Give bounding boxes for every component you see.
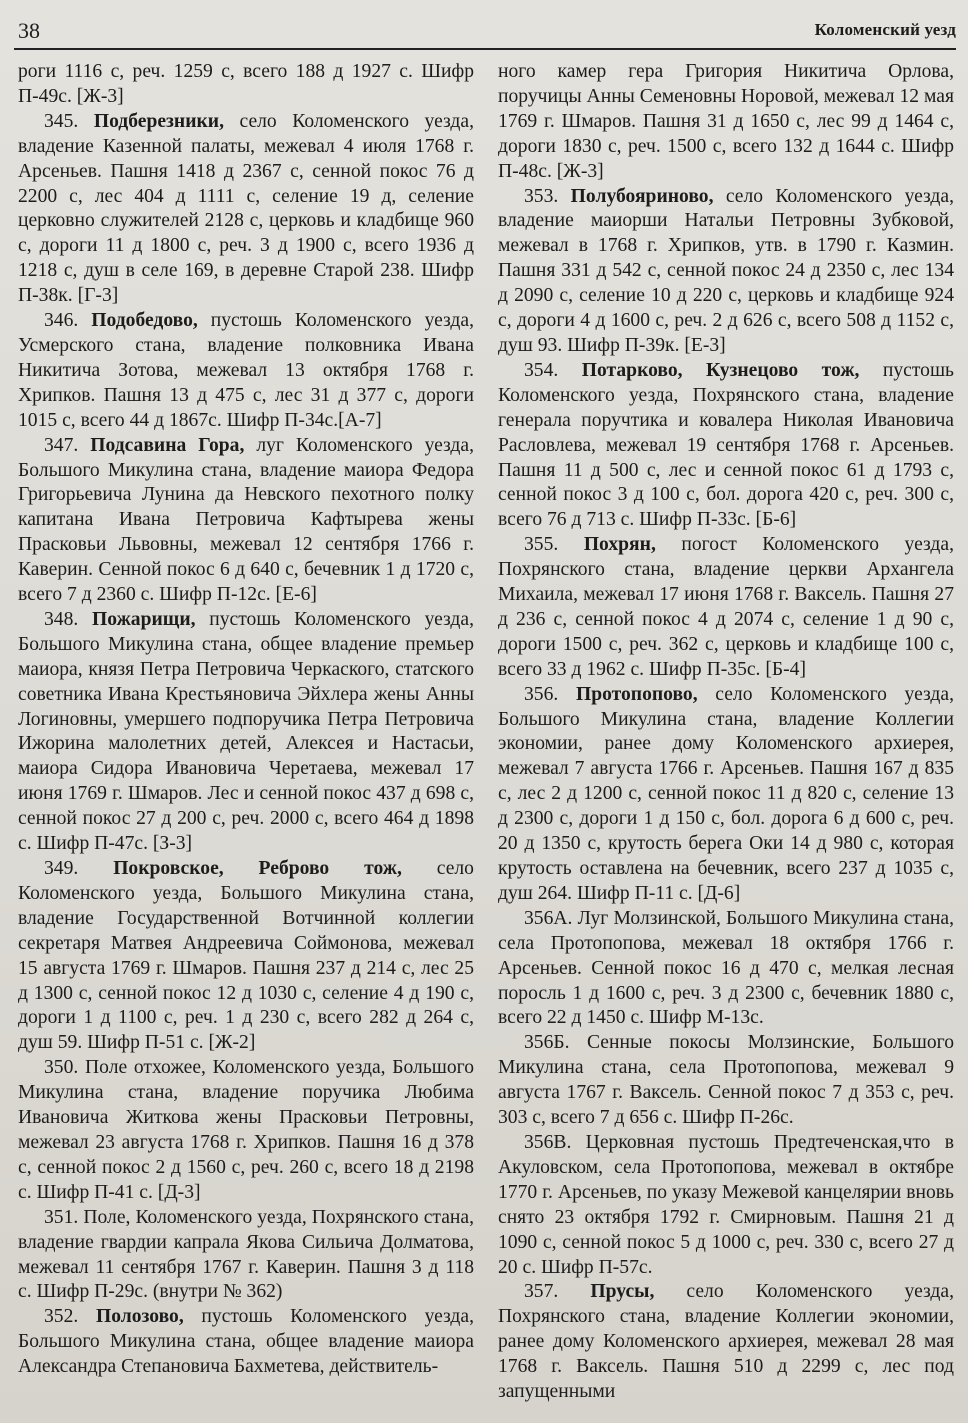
entry-paragraph	[498, 683, 954, 907]
entry-paragraph	[18, 110, 474, 309]
entry-place-name: Полозово,	[95, 1306, 184, 1328]
entry-paragraph	[18, 1305, 474, 1380]
entry-text: луг Коломенского уезда, Большого Микулина стана, владение маиора Федора Григорьевича Лунина да Невского пехотного полку капитана Ивана Петровича Кафтырева жены Прасковьи Львовны, межевал 12 сентября 1766 г. Каверин. Сенной покос 6 д 640 с, бечевник 1 д 1720 с, всего 7 д 2360 с. Шифр П-12с. [Е-6]	[18, 434, 474, 606]
entry-text: пустошь Коломенского уезда, Большого Микулина стана, общее владение премьер маиора, князя Петра Петровича Черкаского, статского советника Ивана Крестьяновича Эйхлера жены Анны Логиновны, умершего подпоручика Петра Петровича Ижорина малолетних детей, Алексея и Настасьи, маиора Сидора Ивановича Черетаева, межевал 17 июня 1769 г. Шмаров. Лес и сенной покос 437 д 698 с, сенной покос 27 д 200 с, реч. 2000 с, всего 464 д 1898 с. Шифр П-47с. [З-3]	[18, 608, 475, 855]
entry-paragraph	[18, 857, 474, 1056]
left-column	[18, 60, 474, 1380]
entry-place-name: Подсавина Гора,	[90, 434, 245, 456]
entry-text: погост Коломенского уезда, Похрянского стана, владение церкви Архангела Михаила, межевал 17 июня 1768 г. Ваксель. Пашня 27 д 236 с, сенной покос 4 д 2074 с, селение 1 д 90 с, дороги 1500 с, реч. 362 с, церковь и кладбище 100 с, всего 33 д 1962 с. Шифр П-35с. [Б-4]	[498, 534, 954, 680]
entry-text: пустошь Коломенского уезда, Усмерского стана, владение полковника Ивана Никитича Зотова, межевал 13 октября 1768 г. Хрипков. Пашня 13 д 475 с, лес 31 д 377 с, дороги 1015 с, всего 44 д 1867с. Шифр П-34с.[А-7]	[18, 310, 474, 431]
entry-paragraph	[498, 1031, 954, 1131]
entry-number: 356А.	[524, 907, 573, 929]
running-title: Коломенский уезд	[814, 20, 956, 39]
entry-paragraph	[498, 185, 954, 359]
entry-number: 354.	[524, 359, 559, 381]
entry-text: село Коломенского уезда, владение маиорши Натальи Петровны Зубковой, межевал в 1768 г. Хрипков, утв. в 1790 г. Казмин. Пашня 331 д 542 с, сенной покос 24 д 2350 с, лес 134 д 2090 с, селение 10 д 220 с, церковь и кладбище 924 с, дороги 4 д 1600 с, реч. 2 д 626 с, всего 508 д 1152 с, душ 93. Шифр П-39к. [Е-3]	[498, 185, 954, 356]
entry-number: 356.	[524, 683, 559, 705]
entry-number: 349.	[44, 858, 79, 879]
entry-paragraph	[498, 1131, 954, 1280]
entry-place-name: Потарково, Кузнецово тож,	[581, 359, 860, 381]
entry-place-name: Полубояриново,	[570, 185, 714, 207]
entry-paragraph	[18, 60, 474, 110]
entry-paragraph	[18, 1206, 474, 1306]
entry-number: 356Б.	[524, 1032, 570, 1054]
page-header	[14, 14, 956, 50]
entry-paragraph	[18, 608, 474, 857]
entry-text: Поле отхожее, Коломенского уезда, Большого Микулина стана, владение поручика Любима Ивановича Житкова жены Прасковьи Петровны, межевал 23 августа 1768 г. Хрипков. Пашня 16 д 378 с, сенной покос 2 д 1560 с, реч. 260 с, всего 18 д 2198 с. Шифр П-41 с. [Д-3]	[18, 1057, 474, 1203]
entry-number: 357.	[524, 1281, 559, 1303]
right-column	[498, 60, 954, 1405]
entry-paragraph	[498, 1280, 954, 1405]
entry-number: 355.	[524, 534, 559, 556]
entry-number: 345.	[44, 110, 79, 132]
entry-place-name: Покровское, Реброво тож,	[113, 858, 402, 879]
entry-text: село Коломенского уезда, Большого Микулина стана, владение Государственной Вотчинной коллегии секретаря Матвея Андреевича Соймонова, межевал 15 августа 1769 г. Шмаров. Пашня 237 д 214 с, лес 25 д 1300 с, сенной покос 12 д 1030 с, селение 4 д 190 с, дороги 1 д 1100 с, реч. 1 д 230 с, всего 282 д 264 с, душ 59. Шифр П-51 с. [Ж-2]	[18, 858, 474, 1054]
entry-text: пустошь Коломенского уезда, Большого Микулина стана, общее владение маиора Александра Степановича Бахметева, действитель-	[18, 1306, 474, 1378]
entry-text: село Коломенского уезда, Похрянского стана, владение Коллегии экономии, ранее дому Коломенского архиерея, межевал 28 мая 1768 г. Ваксель. Пашня 510 д 2299 с, лес под запущенными	[498, 1281, 954, 1403]
entry-text: село Коломенского уезда, владение Казенной палаты, межевал 4 июля 1768 г. Арсеньев. Пашня 1418 д 2367 с, сенной покос 76 д 2200 с, лес 404 д 1111 с, селение 19 д, селение церковно служителей 2128 с, церковь и кладбище 960 с, дороги 11 д 1800 с, реч. 3 д 1900 с, всего 1936 д 1218 с, душ в селе 169, в деревне Старой 238. Шифр П-38к. [Г-3]	[18, 110, 474, 307]
entry-paragraph	[498, 60, 954, 185]
entry-text: ного камер гера Григория Никитича Орлова, поручицы Анны Семеновны Норовой, межевал 12 мая 1769 г. Шмаров. Пашня 31 д 1650 с, лес 99 д 1464 с, дороги 1830 с, реч. 1500 с, всего 132 д 1644 с. Шифр П-48с. [Ж-3]	[498, 61, 954, 182]
entry-text: Церковная пустошь Предтеченская,что в Акуловском, села Протопопова, межевал в октябре 1770 г. Арсеньев, по указу Межевой канцелярии вновь снято 23 октября 1792 г. Смирновым. Пашня 21 д 1090 с, сенной покос 5 д 1000 с, реч. 330 с, всего 27 д 20 с. Шифр П-57с.	[498, 1131, 954, 1278]
entry-number: 346.	[44, 310, 79, 332]
entry-paragraph	[498, 907, 954, 1032]
entry-paragraph	[498, 533, 954, 682]
entry-number: 352.	[44, 1306, 79, 1328]
entry-paragraph	[18, 309, 474, 434]
entry-place-name: Прусы,	[590, 1281, 655, 1303]
page-number: 38	[18, 18, 40, 43]
entry-text: Сенные покосы Молзинские, Большого Микулина стана, села Протопопова, межевал 9 августа 1767 г. Ваксель. Сенной покос 7 д 353 с, реч. 303 с, всего 7 д 656 с. Шифр П-26с.	[498, 1032, 954, 1129]
entry-paragraph	[18, 1056, 474, 1205]
entry-place-name: Пожарищи,	[92, 608, 196, 630]
entry-number: 348.	[44, 608, 79, 630]
entry-number: 353.	[524, 185, 559, 207]
entry-place-name: Подобедово,	[91, 310, 198, 332]
entry-place-name: Протопопово,	[575, 683, 698, 705]
entry-text: пустошь Коломенского уезда, Похрянского стана, владение генерала поручтика и ковалера Николая Ивановича Расловлева, межевал 19 сентября 1768 г. Арсеньев. Пашня 11 д 500 с, лес и сенной покос 61 д 1793 с, сенной покос 3 д 100 с, бол. дорога 420 с, реч. 300 с, всего 76 д 713 с. Шифр П-33с. [Б-6]	[498, 359, 954, 531]
entry-text: Поле, Коломенского уезда, Похрянского стана, владение гвардии капрала Якова Сильича Долматова, межевал 11 сентября 1767 г. Каверин. Пашня 3 д 118 с. Шифр П-29с. (внутри № 362)	[18, 1206, 475, 1303]
entry-place-name: Подберезники,	[93, 110, 224, 132]
entry-text: село Коломенского уезда, Большого Микулина стана, владение Коллегии экономии, ранее дому Коломенского архиерея, межевал 7 августа 1766 г. Арсеньев. Пашня 167 д 835 с, лес 2 д 1200 с, сенной покос 11 д 820 с, селение 13 д 2300 с, дороги 1 д 150 с, бол. дорога 6 д 600 с, реч. 20 д 1350 с, крутость берега Оки 14 д 980 с, которая крутость оставлена на бечевник, всего 237 д 1035 с, душ 264. Шифр П-11 с. [Д-6]	[498, 683, 954, 904]
entry-number: 347.	[44, 434, 79, 456]
entry-place-name: Похрян,	[583, 534, 656, 556]
entry-text: Луг Молзинской, Большого Микулина стана, села Протопопова, межевал 18 октября 1766 г. Арсеньев. Сенной покос 16 д 470 с, мелкая лесная пoросль 1 д 1600 с, реч. 3 д 2300 с, бечевник 1880 с, всего 22 д 1450 с. Шифр М-13с.	[498, 907, 954, 1029]
entry-number: 351.	[44, 1206, 79, 1228]
entry-paragraph	[498, 359, 954, 533]
entry-number: 356В.	[524, 1131, 572, 1153]
entry-paragraph	[18, 434, 474, 608]
entry-number: 350.	[44, 1057, 79, 1079]
entry-text: роги 1116 с, реч. 1259 с, всего 188 д 1927 с. Шифр П-49с. [Ж-3]	[18, 61, 474, 107]
